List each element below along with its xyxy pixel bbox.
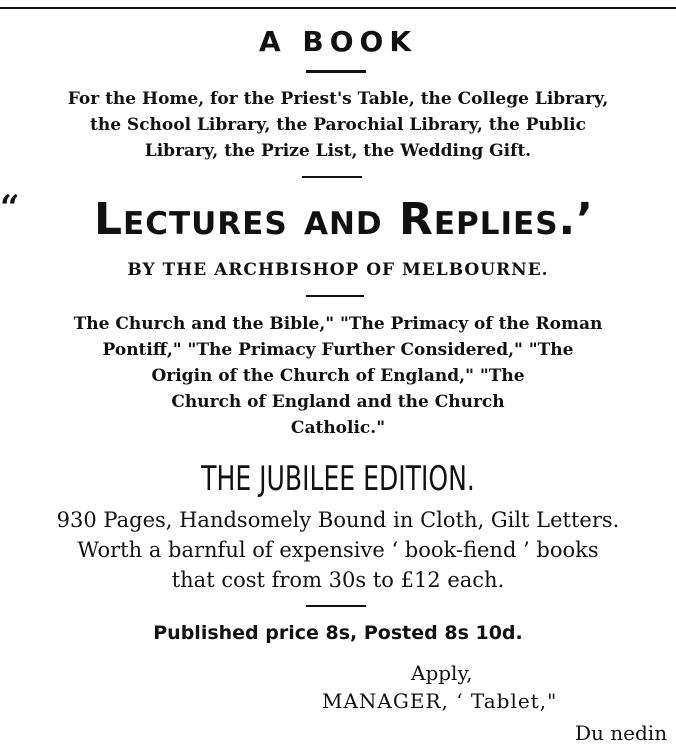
description-line: that cost from 30s to £12 each. xyxy=(171,568,505,592)
top-rule xyxy=(0,7,676,9)
contents-line: Origin of the Church of England," "The xyxy=(151,366,525,386)
intro-line: Library, the Prize List, the Wedding Gift. xyxy=(144,141,532,161)
description-line: Worth a barnful of expensive ‘ book-fiend ’ books xyxy=(77,538,599,562)
description-line: 930 Pages, Handsomely Bound in Cloth, Gilt Letters. xyxy=(56,508,620,532)
intro-text xyxy=(0,86,676,164)
intro-line: For the Home, for the Priest's Table, the College Library, xyxy=(67,89,609,109)
divider-dash xyxy=(306,295,364,297)
place-name: Du nedin xyxy=(575,721,668,745)
contents-line: Church of England and the Church xyxy=(171,392,505,412)
divider-dash xyxy=(302,176,362,178)
divider-dash xyxy=(306,70,366,73)
headline: A BOOK xyxy=(258,25,418,58)
edition-heading: THE JUBILEE EDITION. xyxy=(201,459,475,499)
divider-dash xyxy=(306,605,366,607)
apply-text: Apply, xyxy=(411,661,473,685)
byline: BY THE ARCHBISHOP OF MELBOURNE. xyxy=(127,260,549,280)
contents-line: Catholic." xyxy=(290,418,386,438)
title-quote-mark: “ xyxy=(0,188,20,228)
contents-line: The Church and the Bible," "The Primacy of the Roman xyxy=(73,314,603,334)
intro-line: the School Library, the Parochial Library, the Public xyxy=(89,115,586,135)
contents-list xyxy=(0,311,676,441)
price-line: Published price 8s, Posted 8s 10d. xyxy=(153,622,523,644)
contents-line: Pontiff," "The Primacy Further Considered," "The xyxy=(102,340,574,360)
book-title: Lectures and Replies.’ xyxy=(94,194,594,245)
description xyxy=(0,505,676,595)
manager-address: MANAGER, ‘ Tablet," xyxy=(322,689,558,713)
